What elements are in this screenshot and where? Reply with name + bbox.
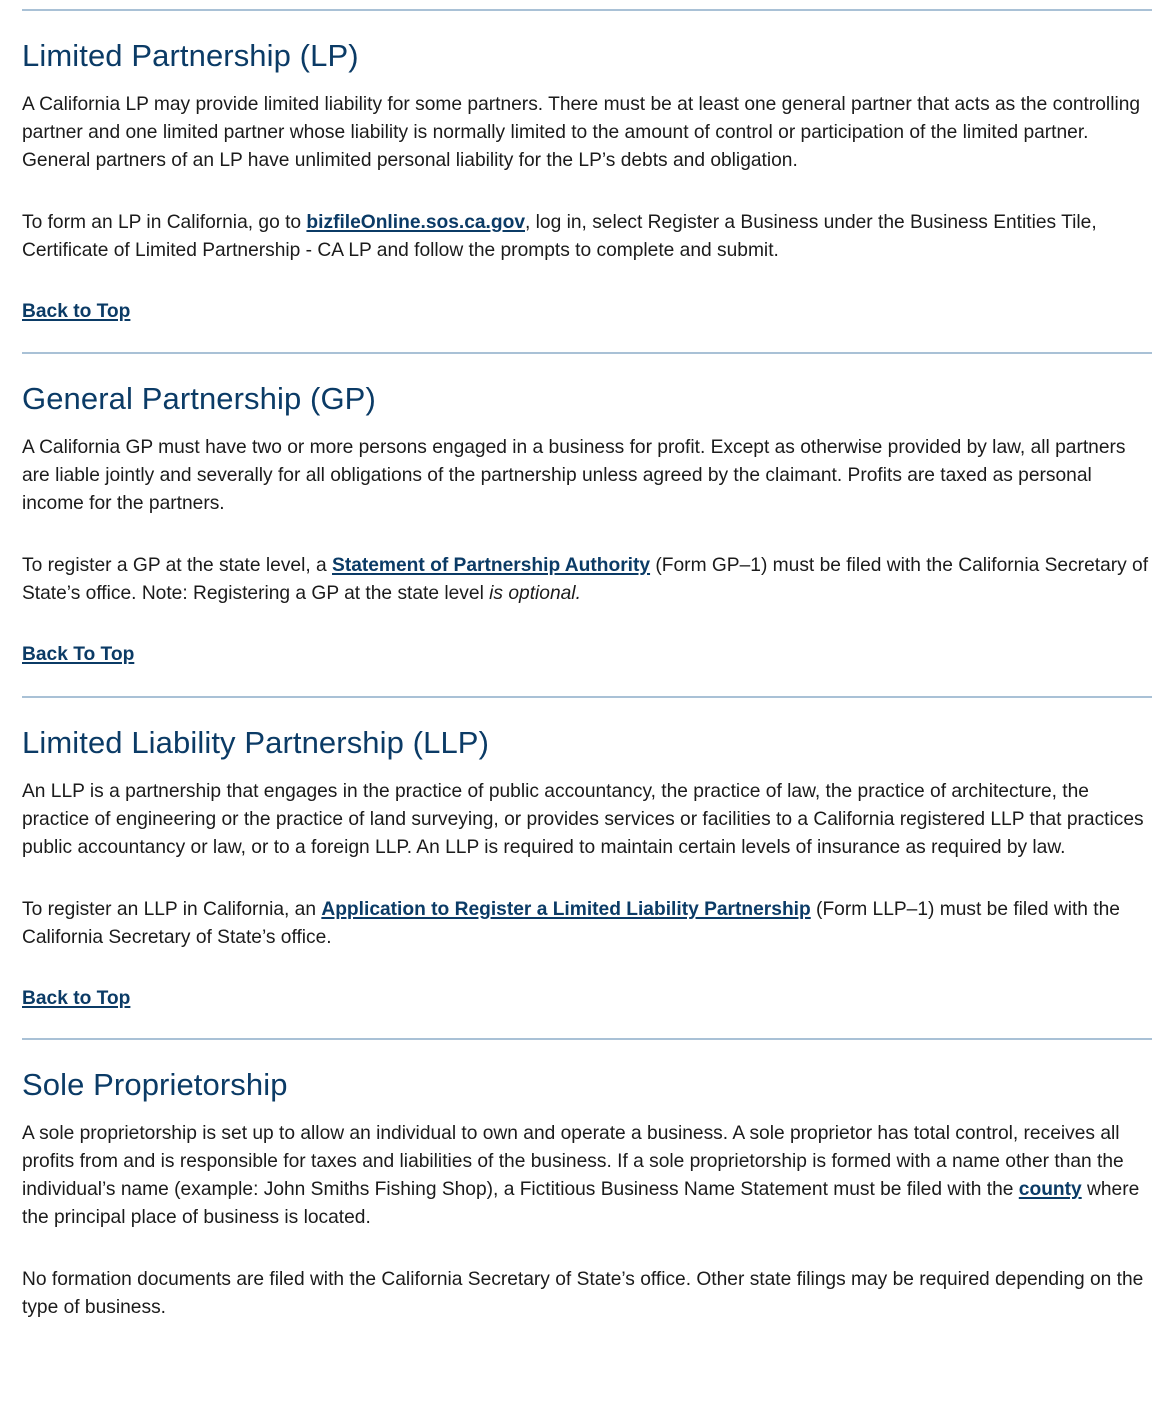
section-title-sole-proprietorship: Sole Proprietorship (22, 1067, 288, 1102)
gp-registration-instructions (22, 552, 1152, 608)
sole-proprietorship-description (22, 1120, 1152, 1232)
back-to-top-row (22, 298, 1152, 326)
statement-of-partnership-authority-link[interactable]: Statement of Partnership Authority (332, 555, 651, 576)
text-span: A sole proprietorship is set up to allow an individual to own and operate a business. A sole proprietor has total control, receives all profits from and is responsible for taxes and liabilities of the business. If a sole proprietorship is formed with a name other than the individual’s name (example: John Smiths Fishing Shop), a Fictitious Business Name Statement must be filed with the (22, 1123, 1124, 1200)
back-to-top-link[interactable]: Back to Top (22, 301, 131, 322)
section-title-llp: Limited Liability Partnership (LLP) (22, 725, 489, 760)
text-span: To register a GP at the state level, a (22, 555, 333, 576)
back-to-top-row (22, 641, 1152, 669)
text-span: (Form LLP–1) must be filed with the California Secretary of State’s office. (22, 899, 1120, 948)
lp-description: A California LP may provide limited liability for some partners. There must be at least one general partner that acts as the controlling partner and one limited partner whose liability is normally limited to the amount of control or participation of the limited partner. General partners of an LP have unlimited personal liability for the LP’s debts and obligation. (22, 94, 1141, 171)
back-to-top-link[interactable]: Back to Top (22, 988, 131, 1009)
application-to-register-llp-link[interactable]: Application to Register a Limited Liability Partnership (321, 899, 811, 920)
text-span: To form an LP in California, go to (22, 212, 307, 233)
text-span: where the principal place of business is located. (22, 1179, 1140, 1228)
section-divider (22, 352, 1152, 354)
optional-note: is optional. (489, 583, 581, 604)
section-divider (22, 1038, 1152, 1040)
section-limited-partnership (22, 0, 1152, 326)
back-to-top-link[interactable]: Back To Top (22, 644, 135, 665)
county-link[interactable]: county (1018, 1179, 1082, 1200)
llp-description: An LLP is a partnership that engages in the practice of public accountancy, the practice of law, the practice of architecture, the practice of engineering or the practice of land surveying, or provides services or facilities to a California registered LLP that practices public accountancy or law, or to a foreign LLP. An LLP is required to maintain certain levels of insurance as required by law. (22, 781, 1144, 858)
section-divider (22, 9, 1152, 11)
section-divider (22, 696, 1152, 698)
text-span: , log in, select Register a Business under the Business Entities Tile, Certificate of Limited Partnership - CA LP and follow the prompts to complete and submit. (22, 212, 1097, 261)
llp-registration-instructions (22, 896, 1152, 952)
text-span: (Form GP–1) must be filed with the California Secretary of State’s office. Note: Registering a GP at the state level (22, 555, 1149, 604)
bizfile-online-link[interactable]: bizfileOnline.sos.ca.gov (306, 212, 525, 233)
section-general-partnership (22, 352, 1152, 669)
text-span: To register an LLP in California, an (22, 899, 322, 920)
back-to-top-row (22, 985, 1152, 1013)
gp-description: A California GP must have two or more persons engaged in a business for profit. Except as otherwise provided by law, all partners are liable jointly and severally for all obligations of the partnership unless agreed by the claimant. Profits are taxed as personal income for the partners. (22, 437, 1126, 514)
lp-formation-instructions (22, 209, 1152, 265)
section-title-gp: General Partnership (GP) (22, 381, 376, 416)
section-title-lp: Limited Partnership (LP) (22, 38, 359, 73)
section-limited-liability-partnership (22, 696, 1152, 1013)
sole-proprietorship-filing-note: No formation documents are filed with the California Secretary of State’s office. Other state filings may be required depending on the type of business. (22, 1269, 1144, 1318)
section-sole-proprietorship (22, 1038, 1152, 1322)
